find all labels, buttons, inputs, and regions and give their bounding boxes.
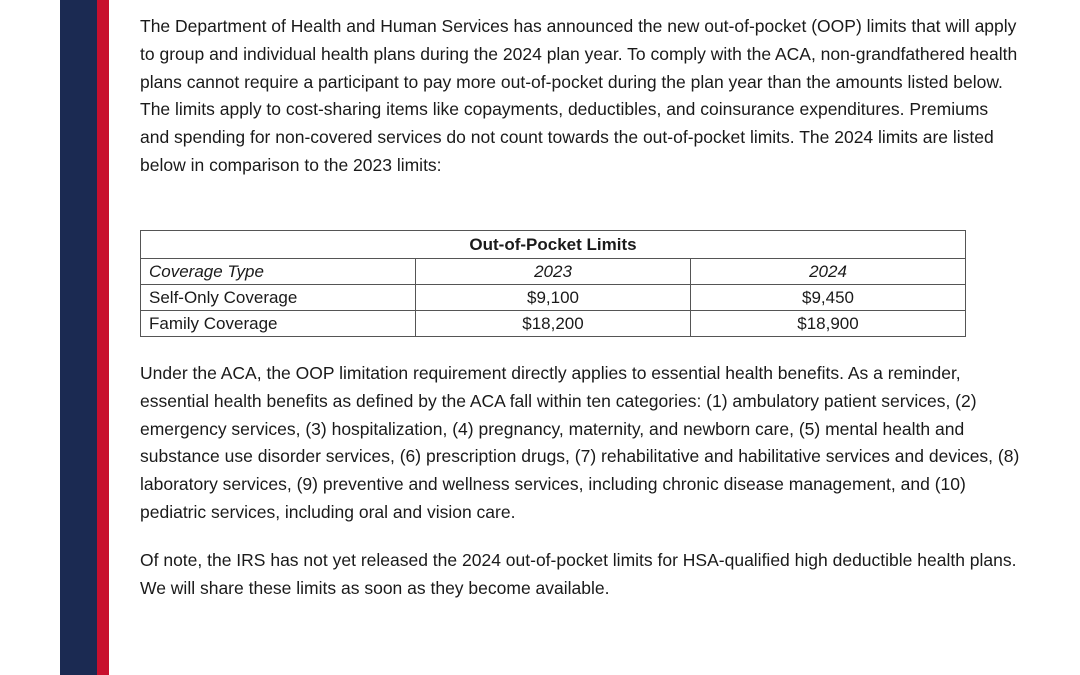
intro-section: [140, 13, 1020, 180]
header-year-2023: 2023: [416, 259, 691, 285]
table-header-row: [141, 259, 966, 285]
left-red-stripe: [97, 0, 109, 675]
row-self-only-2024: $9,450: [691, 285, 966, 311]
row-family-label: Family Coverage: [141, 311, 416, 337]
note-section: [140, 547, 1020, 603]
essential-benefits-section: [140, 360, 1020, 527]
row-family-2023: $18,200: [416, 311, 691, 337]
intro-paragraph: The Department of Health and Human Services has announced the new out-of-pocket (OOP) limits that will apply to group and individual health plans during the 2024 plan year. To comply with the ACA, non-grandfathered health plans cannot require a participant to pay more out-of-pocket during the plan year than the amounts listed below. The limits apply to cost-sharing items like copayments, deductibles, and coinsurance expenditures. Premiums and spending for non-covered services do not count towards the out-of-pocket limits. The 2024 limits are listed below in comparison to the 2023 limits:: [140, 16, 1018, 175]
row-self-only-label: Self-Only Coverage: [141, 285, 416, 311]
header-coverage-type: Coverage Type: [141, 259, 416, 285]
table-row: [141, 311, 966, 337]
table-row: [141, 285, 966, 311]
table-title-row: [141, 231, 966, 259]
header-year-2024: 2024: [691, 259, 966, 285]
essential-benefits-paragraph: Under the ACA, the OOP limitation requirement directly applies to essential health benefits. As a reminder, essential health benefits as defined by the ACA fall within ten categories: (1) ambulatory patient services, (2) emergency services, (3) hospitalization, (4) pregnancy, maternity, and newborn care, (5) mental health and substance use disorder services, (6) prescription drugs, (7) rehabilitative and habilitative services and devices, (8) laboratory services, (9) preventive and wellness services, including chronic disease management, and (10) pediatric services, including oral and vision care.: [140, 363, 1020, 522]
row-self-only-2023: $9,100: [416, 285, 691, 311]
oop-limits-table: [140, 230, 966, 337]
left-navy-stripe: [60, 0, 97, 675]
row-family-2024: $18,900: [691, 311, 966, 337]
table-title: Out-of-Pocket Limits: [141, 231, 966, 259]
note-paragraph: Of note, the IRS has not yet released the 2024 out-of-pocket limits for HSA-qualified high deductible health plans. We will share these limits as soon as they become available.: [140, 550, 1017, 598]
